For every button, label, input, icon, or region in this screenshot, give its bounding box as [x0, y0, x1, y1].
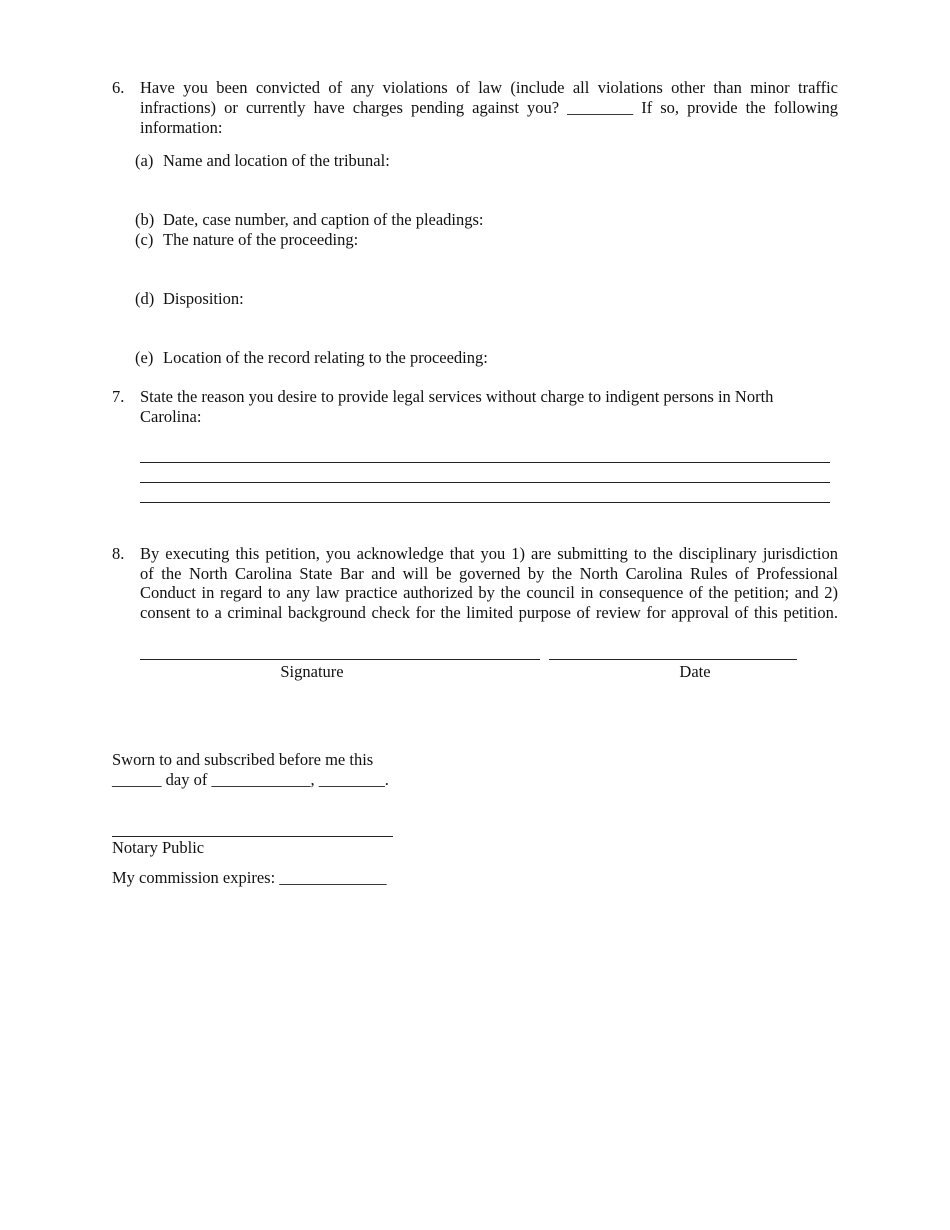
q6-item-c	[135, 230, 358, 250]
signature-label: Signature	[280, 662, 344, 681]
q7-number: 7.	[112, 387, 125, 406]
q6-item-e	[135, 348, 488, 368]
q7-answer-line-2[interactable]	[140, 482, 830, 483]
q6-item-d-label: (d)	[135, 289, 155, 308]
q6-item-b-label: (b)	[135, 210, 155, 229]
q8-line-2: of the North Carolina State Bar and will be governed by the North Carolina Rules of Professional	[140, 564, 838, 583]
q7-line-2: Carolina:	[140, 407, 202, 426]
q8-line-3: Conduct in regard to any law practice authorized by the council in consequence of the petition; and 2)	[140, 583, 838, 602]
q8-line-1: By executing this petition, you acknowledge that you 1) are submitting to the disciplinary jurisdiction	[140, 544, 838, 563]
q8-number: 8.	[112, 544, 125, 563]
q6-number: 6.	[112, 78, 125, 97]
q7-line-1: State the reason you desire to provide legal services without charge to indigent persons in North	[140, 387, 774, 406]
q6-item-b	[135, 210, 484, 230]
q6-item-d-text: Disposition:	[163, 289, 244, 308]
q6-item-a-label: (a)	[135, 151, 154, 170]
signature-line[interactable]	[140, 659, 540, 660]
q6-line-2: infractions) or currently have charges pending against you? ________ If so, provide the following	[140, 98, 838, 117]
q6-item-e-label: (e)	[135, 348, 154, 367]
q6-line-1: Have you been convicted of any violations of law (include all violations other than minor traffic	[140, 78, 838, 97]
notary-signature-line[interactable]	[112, 836, 393, 837]
commission-expires: My commission expires: _____________	[112, 868, 387, 887]
notary-public-label: Notary Public	[112, 838, 205, 857]
q7-answer-line-3[interactable]	[140, 502, 830, 503]
q6-line-3: information:	[140, 118, 223, 137]
q6-item-d	[135, 289, 244, 309]
date-line[interactable]	[549, 659, 797, 660]
q6-item-c-label: (c)	[135, 230, 154, 249]
sworn-line-2: ______ day of ____________, ________.	[112, 770, 389, 789]
sworn-line-1: Sworn to and subscribed before me this	[112, 750, 374, 769]
q6-item-e-text: Location of the record relating to the proceeding:	[163, 348, 488, 367]
q8-line-4: consent to a criminal background check for the limited purpose of review for approval of this petition.	[140, 603, 838, 622]
q7-answer-line-1[interactable]	[140, 462, 830, 463]
q6-item-a-text: Name and location of the tribunal:	[163, 151, 390, 170]
q6-item-c-text: The nature of the proceeding:	[163, 230, 359, 249]
q6-item-b-text: Date, case number, and caption of the pleadings:	[163, 210, 484, 229]
q6-item-a	[135, 151, 390, 171]
date-label: Date	[679, 662, 711, 681]
